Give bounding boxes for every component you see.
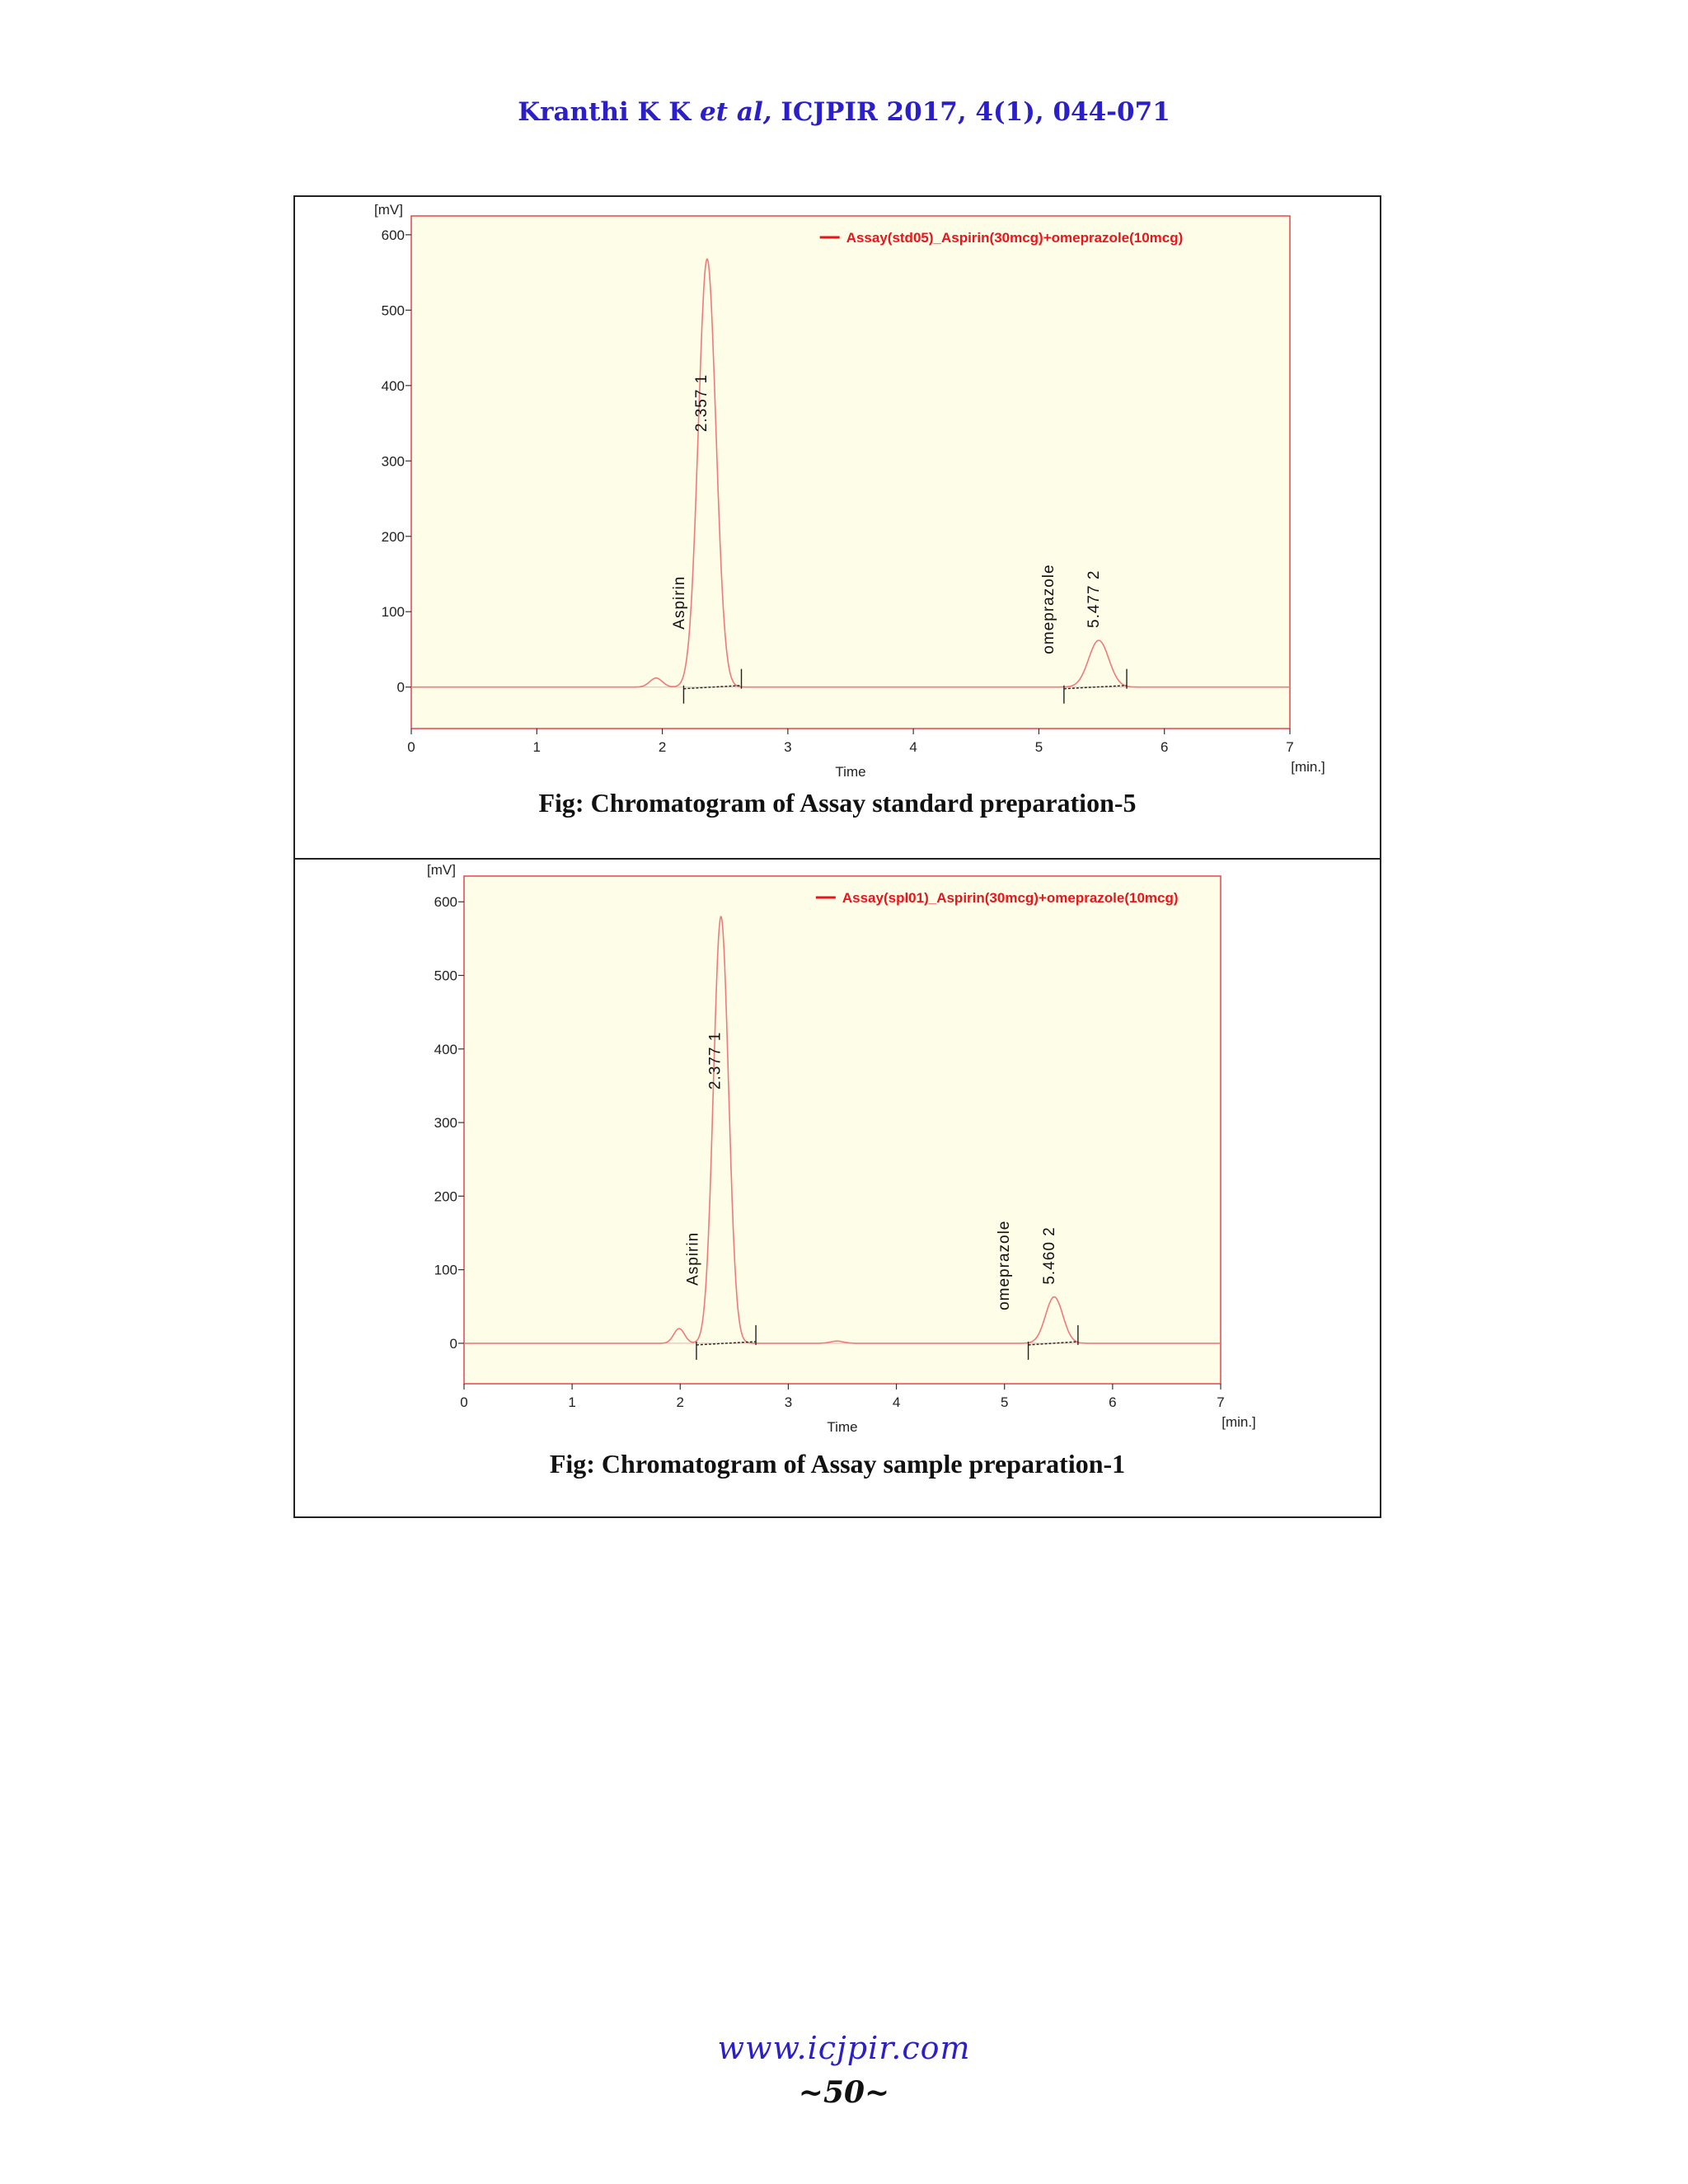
chromatogram-standard-svg	[346, 198, 1335, 791]
x-tick-label: 1	[532, 739, 542, 755]
page-number: ~50~	[798, 2075, 890, 2110]
y-tick-label: 200	[381, 528, 405, 545]
header-etal: et al,	[700, 97, 772, 127]
y-tick-label: 400	[381, 377, 405, 394]
y-tick-label: 600	[381, 227, 405, 243]
x-tick-label: 7	[1286, 739, 1294, 755]
y-tick-label: 0	[449, 1335, 457, 1352]
chromatogram-sample	[412, 859, 1302, 1452]
x-tick-label: 0	[407, 739, 415, 755]
y-unit-label: [mV]	[374, 202, 403, 218]
y-tick-label: 300	[434, 1115, 457, 1132]
x-tick-label: 4	[909, 739, 917, 755]
peak-name-label: Aspirin	[684, 1231, 702, 1286]
legend-label: Assay(std05)_Aspirin(30mcg)+omeprazole(10mcg)	[846, 230, 1184, 246]
x-unit-label: [min.]	[1221, 1414, 1256, 1430]
peak-rt-label: 5.460 2	[1041, 1226, 1059, 1285]
x-tick-label: 3	[784, 739, 792, 755]
x-unit-label: [min.]	[1291, 759, 1325, 775]
peak-name-label: Aspirin	[670, 575, 688, 630]
caption-sample: Fig: Chromatogram of Assay sample preparation-1	[549, 1449, 1126, 1479]
footer-url[interactable]: www.icjpir.com	[717, 2030, 971, 2066]
y-tick-label: 600	[434, 894, 457, 911]
y-tick-label: 300	[381, 453, 405, 470]
peak-name-label: omeprazole	[1040, 564, 1058, 654]
header-authors: Kranthi K K	[518, 97, 692, 127]
x-tick-label: 7	[1217, 1394, 1225, 1410]
peak-rt-label: 5.477 2	[1085, 569, 1104, 628]
x-tick-label: 0	[460, 1394, 468, 1410]
peak-name-label: omeprazole	[996, 1220, 1014, 1310]
y-tick-label: 500	[381, 302, 405, 319]
plot-area	[464, 876, 1221, 1384]
chromatogram-sample-svg	[412, 859, 1302, 1452]
y-tick-label: 400	[434, 1041, 457, 1057]
x-tick-label: 6	[1160, 739, 1169, 755]
header-citation: ICJPIR 2017, 4(1), 044-071	[781, 97, 1170, 127]
y-tick-label: 0	[396, 679, 405, 696]
caption-standard: Fig: Chromatogram of Assay standard preparation-5	[538, 788, 1137, 818]
y-unit-label: [mV]	[427, 862, 456, 878]
x-tick-label: 3	[784, 1394, 793, 1410]
x-tick-label: 4	[892, 1394, 901, 1410]
y-tick-label: 200	[434, 1188, 457, 1205]
x-tick-label: 2	[658, 739, 667, 755]
x-axis-label: Time	[827, 1419, 858, 1435]
x-axis-label: Time	[835, 764, 866, 780]
x-tick-label: 5	[1000, 1394, 1009, 1410]
y-tick-label: 500	[434, 968, 457, 984]
y-tick-label: 100	[381, 604, 405, 621]
running-header	[0, 97, 1688, 127]
chromatogram-standard	[346, 198, 1335, 791]
x-tick-label: 2	[676, 1394, 685, 1410]
legend-label: Assay(spl01)_Aspirin(30mcg)+omeprazole(10mcg)	[842, 890, 1179, 906]
plot-area	[411, 216, 1290, 729]
x-tick-label: 6	[1109, 1394, 1117, 1410]
peak-rt-label: 2.357 1	[692, 373, 710, 433]
y-tick-label: 100	[434, 1262, 457, 1278]
x-tick-label: 5	[1034, 739, 1043, 755]
x-tick-label: 1	[568, 1394, 576, 1410]
peak-rt-label: 2.377 1	[706, 1031, 724, 1090]
